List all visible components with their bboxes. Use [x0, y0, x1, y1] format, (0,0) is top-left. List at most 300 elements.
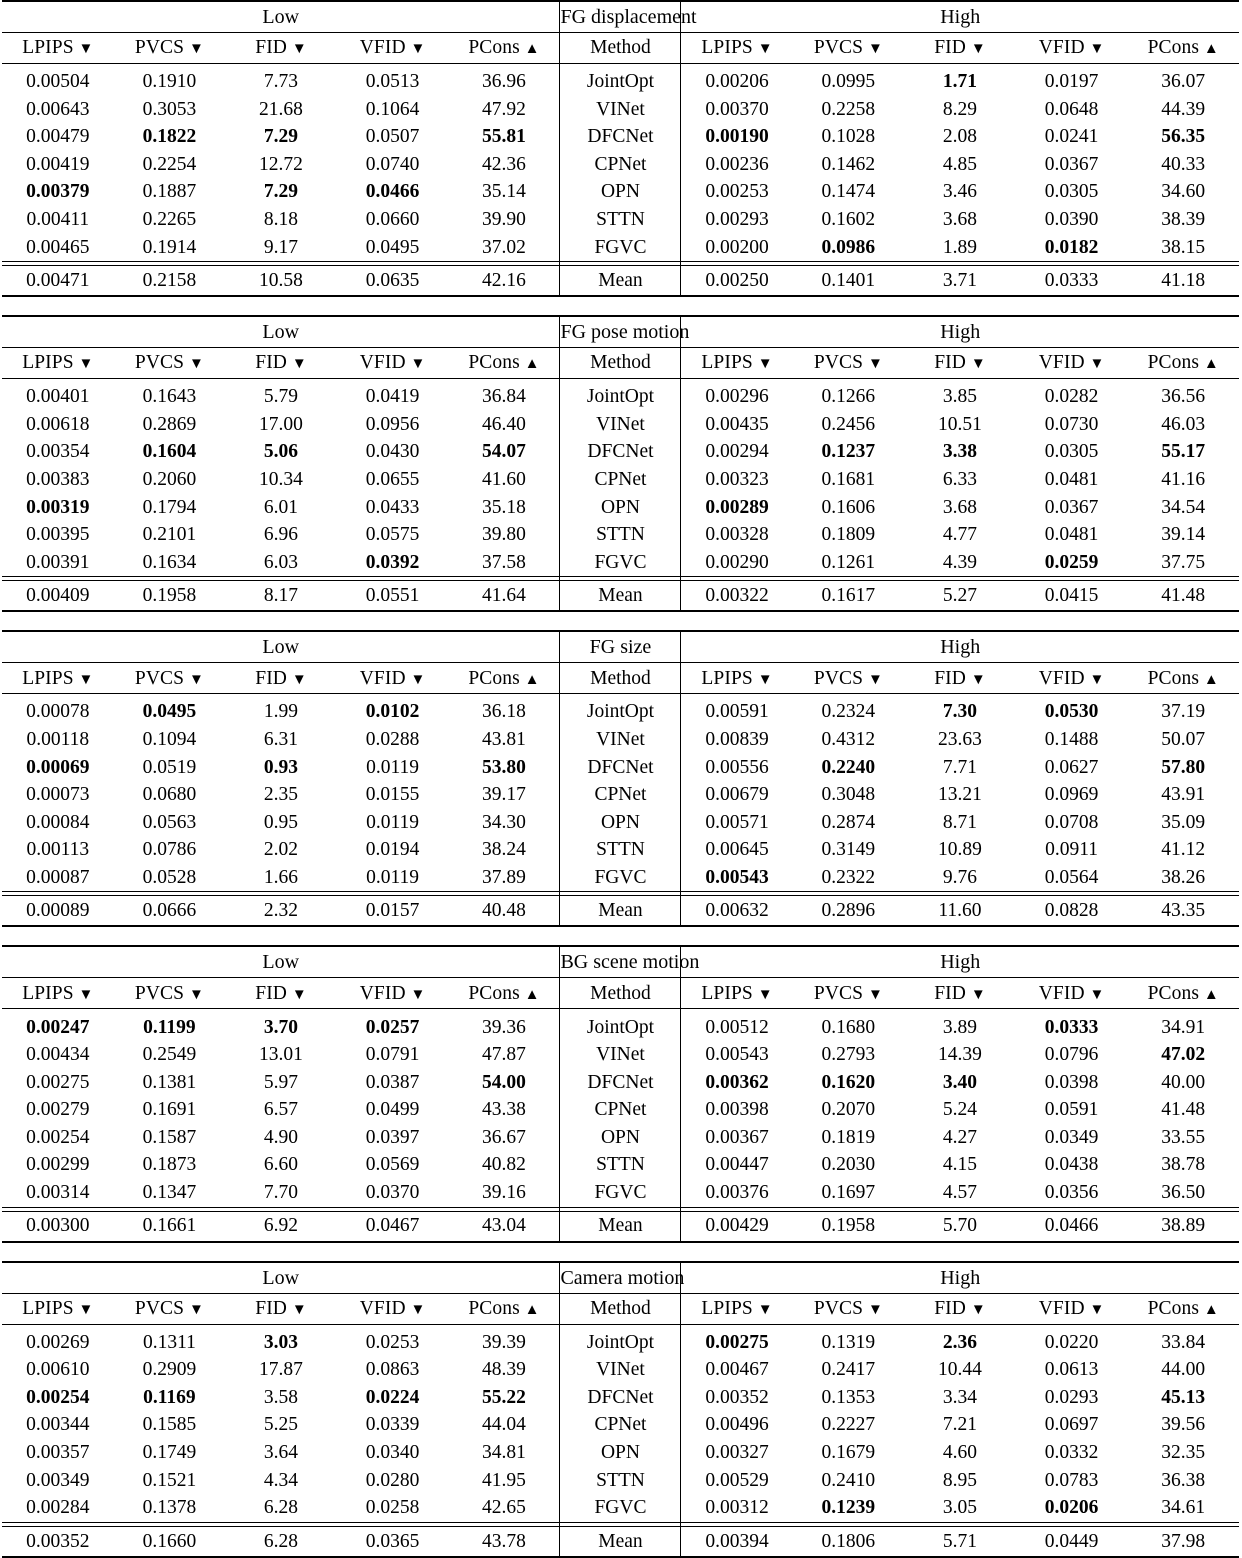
cell-low-pvcs: 0.1311 — [142, 1331, 196, 1353]
cell-high-vfid: 0.0332 — [1044, 1442, 1099, 1464]
cell-high-fid: 23.63 — [938, 728, 982, 750]
cell-low-vfid: 0.0340 — [365, 1442, 420, 1464]
table-bottom-rule — [2, 296, 1239, 297]
cell-low-lpips: 0.00254 — [26, 1386, 90, 1408]
cell-low-fid: 3.58 — [263, 1386, 299, 1408]
cell-high-pcons: 57.80 — [1161, 756, 1206, 778]
cell-low-pvcs: 0.1604 — [142, 441, 197, 463]
triangle-down-icon: ▼ — [970, 986, 986, 1003]
table-row — [2, 697, 1239, 726]
cell-high-lpips: 0.00679 — [705, 784, 769, 806]
cell-method: VINet — [560, 1356, 681, 1384]
cell-high-pvcs: 0.2324 — [821, 701, 876, 723]
column-header-low-pvcs — [114, 348, 226, 379]
table-row — [2, 809, 1239, 837]
cell-low-pcons: 42.16 — [448, 266, 560, 297]
cell-high-lpips: 0.00632 — [681, 896, 793, 927]
cell-method: VINet — [560, 726, 681, 754]
cell-method: FGVC — [560, 234, 681, 262]
group-label-low: Low — [2, 947, 560, 978]
column-header-label: PVCS — [134, 1297, 185, 1319]
cell-high-vfid: 0.0481 — [1044, 524, 1099, 546]
cell-high-lpips: 0.00429 — [681, 1211, 793, 1242]
column-header-method: Method — [560, 33, 681, 64]
column-header-label: PVCS — [813, 982, 864, 1004]
cell-low-fid: 7.70 — [263, 1182, 299, 1204]
cell-low-lpips: 0.00299 — [26, 1154, 90, 1176]
cell-high-vfid: 0.0282 — [1044, 386, 1099, 408]
table-row-mean — [2, 1526, 1239, 1557]
cell-low-fid: 4.34 — [263, 1469, 299, 1491]
cell-high-pcons: 37.98 — [1127, 1526, 1239, 1557]
cell-high-pcons: 50.07 — [1161, 728, 1206, 750]
cell-low-vfid: 0.0224 — [365, 1386, 420, 1408]
cell-high-vfid: 0.0333 — [1016, 266, 1128, 297]
cell-low-vfid: 0.0495 — [365, 236, 420, 258]
cell-low-lpips: 0.00471 — [2, 266, 114, 297]
cell-high-lpips: 0.00435 — [705, 413, 769, 435]
cell-low-lpips: 0.00504 — [26, 71, 90, 93]
column-header-low-pvcs — [114, 1293, 226, 1324]
triangle-down-icon: ▼ — [78, 356, 94, 373]
cell-low-pvcs: 0.0528 — [142, 866, 197, 888]
cell-high-pcons: 44.00 — [1161, 1359, 1206, 1381]
comparison-table — [2, 945, 1239, 1242]
cell-method: STTN — [560, 1151, 681, 1179]
cell-low-lpips: 0.00073 — [26, 784, 90, 806]
cell-high-pvcs: 0.2240 — [821, 756, 876, 778]
column-header-label: FID — [255, 1297, 287, 1319]
triangle-down-icon: ▼ — [410, 1301, 426, 1318]
cell-low-pvcs: 0.1910 — [142, 71, 197, 93]
column-header-label: LPIPS — [22, 667, 74, 689]
cell-low-vfid: 0.0660 — [365, 209, 420, 231]
column-header-label: PVCS — [813, 37, 864, 59]
column-header-high-pcons — [1127, 33, 1239, 64]
column-header-high-fid — [904, 1293, 1016, 1324]
cell-high-fid: 10.51 — [938, 413, 982, 435]
cell-high-fid: 8.71 — [942, 811, 978, 833]
triangle-down-icon: ▼ — [757, 986, 773, 1003]
column-header-label: PCons — [468, 37, 520, 59]
cell-high-vfid: 0.0356 — [1044, 1182, 1099, 1204]
cell-low-pvcs: 0.2265 — [142, 209, 197, 231]
cell-high-pvcs: 0.1602 — [821, 209, 876, 231]
cell-low-fid: 17.87 — [259, 1359, 303, 1381]
cell-low-lpips: 0.00354 — [26, 441, 90, 463]
triangle-down-icon: ▼ — [291, 41, 307, 58]
cell-high-vfid: 0.0197 — [1044, 71, 1099, 93]
column-header-label: VFID — [359, 352, 406, 374]
cell-low-fid: 9.17 — [263, 236, 299, 258]
cell-high-vfid: 0.0305 — [1044, 181, 1099, 203]
cell-low-lpips: 0.00344 — [26, 1414, 90, 1436]
cell-method: Mean — [560, 266, 681, 297]
table-row — [2, 1439, 1239, 1467]
cell-low-fid: 10.34 — [259, 468, 303, 490]
column-header-high-fid — [904, 978, 1016, 1009]
cell-high-pvcs: 0.1237 — [821, 441, 876, 463]
cell-method: DFCNet — [560, 123, 681, 151]
cell-method: JointOpt — [560, 67, 681, 96]
table-row — [2, 1411, 1239, 1439]
cell-low-fid: 0.95 — [263, 811, 299, 833]
cell-low-vfid: 0.0551 — [337, 581, 449, 612]
cell-high-fid: 4.77 — [942, 524, 978, 546]
cell-high-pvcs: 0.3048 — [821, 784, 876, 806]
table-row — [2, 1467, 1239, 1495]
triangle-up-icon: ▲ — [524, 1301, 540, 1318]
column-header-label: FID — [255, 982, 287, 1004]
cell-method: FGVC — [560, 864, 681, 892]
cell-high-fid: 10.44 — [938, 1359, 982, 1381]
cell-low-vfid: 0.0433 — [365, 496, 420, 518]
cell-high-pcons: 56.35 — [1161, 126, 1206, 148]
cell-low-lpips: 0.00069 — [26, 756, 90, 778]
cell-high-pvcs: 0.1353 — [821, 1386, 876, 1408]
group-label-low: Low — [2, 1263, 560, 1294]
triangle-up-icon: ▲ — [524, 986, 540, 1003]
cell-low-vfid: 0.0467 — [337, 1211, 449, 1242]
triangle-down-icon: ▼ — [1089, 356, 1105, 373]
cell-low-pcons: 37.02 — [481, 236, 526, 258]
cell-high-fid: 7.30 — [942, 701, 978, 723]
cell-low-pcons: 55.22 — [481, 1386, 526, 1408]
table-row — [2, 1124, 1239, 1152]
cell-high-pvcs: 0.1809 — [821, 524, 876, 546]
cell-low-lpips: 0.00395 — [26, 524, 90, 546]
column-header-label: VFID — [359, 667, 406, 689]
triangle-down-icon: ▼ — [757, 671, 773, 688]
cell-low-pcons: 41.95 — [481, 1469, 526, 1491]
cell-low-fid: 6.31 — [263, 728, 299, 750]
triangle-down-icon: ▼ — [757, 41, 773, 58]
cell-high-pcons: 35.09 — [1161, 811, 1206, 833]
column-header-label: PCons — [468, 352, 520, 374]
cell-low-lpips: 0.00084 — [26, 811, 90, 833]
table-title-row — [2, 632, 1239, 663]
table-title-row — [2, 317, 1239, 348]
results-table-5 — [2, 1261, 1239, 1558]
column-header-label: PVCS — [134, 982, 185, 1004]
cell-high-pcons: 41.12 — [1161, 839, 1206, 861]
cell-low-pcons: 36.84 — [481, 386, 526, 408]
cell-low-pvcs: 0.1378 — [142, 1497, 197, 1519]
column-header-low-vfid — [337, 663, 449, 694]
cell-low-lpips: 0.00610 — [26, 1359, 90, 1381]
table-title-row — [2, 947, 1239, 978]
triangle-up-icon: ▲ — [1203, 986, 1219, 1003]
cell-high-vfid: 0.0182 — [1044, 236, 1099, 258]
column-header-label: LPIPS — [701, 667, 753, 689]
cell-high-fid: 4.27 — [942, 1126, 978, 1148]
cell-low-lpips: 0.00352 — [2, 1526, 114, 1557]
column-header-label: VFID — [1038, 37, 1085, 59]
triangle-up-icon: ▲ — [1203, 41, 1219, 58]
cell-high-fid: 3.34 — [942, 1386, 978, 1408]
triangle-down-icon: ▼ — [410, 356, 426, 373]
cell-low-pvcs: 0.3053 — [142, 98, 197, 120]
cell-low-vfid: 0.0499 — [365, 1099, 420, 1121]
cell-low-vfid: 0.0119 — [366, 811, 420, 833]
cell-low-pcons: 35.18 — [481, 496, 526, 518]
triangle-down-icon: ▼ — [867, 671, 883, 688]
cell-high-pcons: 41.48 — [1161, 1099, 1206, 1121]
cell-low-vfid: 0.0155 — [365, 784, 420, 806]
cell-low-fid: 12.72 — [259, 153, 303, 175]
cell-low-fid: 10.58 — [225, 266, 337, 297]
cell-high-lpips: 0.00571 — [705, 811, 769, 833]
cell-method: OPN — [560, 178, 681, 206]
cell-high-lpips: 0.00556 — [705, 756, 769, 778]
column-header-label: FID — [934, 982, 966, 1004]
cell-low-lpips: 0.00314 — [26, 1182, 90, 1204]
table-header-row — [2, 33, 1239, 64]
cell-low-pvcs: 0.1958 — [114, 581, 226, 612]
table-row — [2, 1179, 1239, 1207]
column-header-label: VFID — [1038, 982, 1085, 1004]
cell-low-lpips: 0.00319 — [26, 496, 90, 518]
column-header-high-lpips — [681, 1293, 793, 1324]
cell-low-pvcs: 0.0563 — [142, 811, 197, 833]
cell-low-pcons: 44.04 — [481, 1414, 526, 1436]
column-header-high-fid — [904, 33, 1016, 64]
comparison-table — [2, 315, 1239, 612]
cell-low-vfid: 0.0569 — [365, 1154, 420, 1176]
cell-low-vfid: 0.0119 — [366, 756, 420, 778]
cell-high-fid: 4.57 — [942, 1182, 978, 1204]
triangle-down-icon: ▼ — [867, 41, 883, 58]
cell-method: JointOpt — [560, 697, 681, 726]
column-header-label: FID — [934, 37, 966, 59]
cell-high-lpips: 0.00447 — [705, 1154, 769, 1176]
column-header-label: LPIPS — [22, 37, 74, 59]
column-header-label: PVCS — [813, 352, 864, 374]
cell-low-pvcs: 0.2254 — [142, 153, 197, 175]
column-header-high-pvcs — [793, 348, 905, 379]
cell-high-lpips: 0.00543 — [705, 1044, 769, 1066]
cell-low-lpips: 0.00409 — [2, 581, 114, 612]
cell-high-fid: 2.08 — [942, 126, 978, 148]
cell-high-pvcs: 0.1474 — [821, 181, 876, 203]
cell-low-lpips: 0.00284 — [26, 1497, 90, 1519]
cell-high-pcons: 40.33 — [1161, 153, 1206, 175]
results-table-3 — [2, 630, 1239, 927]
table-row-mean — [2, 581, 1239, 612]
cell-high-vfid: 0.0367 — [1044, 496, 1099, 518]
column-header-low-lpips — [2, 348, 114, 379]
cell-low-pcons: 41.60 — [481, 468, 526, 490]
cell-low-pvcs: 0.2549 — [142, 1044, 197, 1066]
cell-high-lpips: 0.00293 — [705, 209, 769, 231]
cell-low-vfid: 0.0253 — [365, 1331, 420, 1353]
cell-high-lpips: 0.00467 — [705, 1359, 769, 1381]
cell-low-pcons: 34.30 — [481, 811, 526, 833]
triangle-down-icon: ▼ — [1089, 1301, 1105, 1318]
column-header-label: PVCS — [813, 1297, 864, 1319]
cell-low-pcons: 39.90 — [481, 209, 526, 231]
cell-high-lpips: 0.00290 — [705, 551, 769, 573]
table-row — [2, 726, 1239, 754]
cell-method: FGVC — [560, 549, 681, 577]
cell-high-vfid: 0.0783 — [1044, 1469, 1099, 1491]
cell-high-pvcs: 0.1266 — [821, 386, 876, 408]
cell-high-fid: 10.89 — [938, 839, 982, 861]
cell-low-lpips: 0.00618 — [26, 413, 90, 435]
cell-low-vfid: 0.0102 — [365, 701, 420, 723]
column-header-low-pvcs — [114, 663, 226, 694]
column-header-label: LPIPS — [22, 982, 74, 1004]
cell-high-pvcs: 0.2322 — [821, 866, 876, 888]
cell-low-vfid: 0.0419 — [365, 386, 420, 408]
cell-low-fid: 2.32 — [225, 896, 337, 927]
cell-high-lpips: 0.00529 — [705, 1469, 769, 1491]
column-header-label: PCons — [1147, 352, 1200, 374]
cell-method: DFCNet — [560, 438, 681, 466]
cell-high-vfid: 0.0796 — [1044, 1044, 1099, 1066]
cell-high-vfid: 0.0220 — [1044, 1331, 1099, 1353]
cell-high-lpips: 0.00190 — [705, 126, 769, 148]
column-header-label: PCons — [468, 1297, 520, 1319]
triangle-down-icon: ▼ — [970, 356, 986, 373]
cell-low-pvcs: 0.1094 — [142, 728, 197, 750]
column-header-label: FID — [255, 37, 287, 59]
column-header-high-vfid — [1016, 1293, 1128, 1324]
cell-high-fid: 3.85 — [942, 386, 978, 408]
cell-high-vfid: 0.0241 — [1044, 126, 1099, 148]
cell-high-fid: 3.71 — [904, 266, 1016, 297]
cell-high-pvcs: 0.2417 — [821, 1359, 876, 1381]
cell-high-vfid: 0.0466 — [1016, 1211, 1128, 1242]
cell-low-pcons: 48.39 — [481, 1359, 526, 1381]
cell-low-vfid: 0.0392 — [365, 551, 420, 573]
cell-high-pvcs: 0.2070 — [821, 1099, 876, 1121]
cell-high-fid: 5.24 — [942, 1099, 978, 1121]
cell-high-fid: 3.89 — [942, 1016, 978, 1038]
cell-low-fid: 2.35 — [263, 784, 299, 806]
cell-high-pcons: 36.56 — [1161, 386, 1206, 408]
results-table-2 — [2, 315, 1239, 612]
table-name: Camera motion — [560, 1263, 681, 1294]
cell-low-vfid: 0.0430 — [365, 441, 420, 463]
cell-low-pvcs: 0.2909 — [142, 1359, 197, 1381]
table-row — [2, 234, 1239, 262]
table-bottom-rule — [2, 1242, 1239, 1243]
column-header-label: VFID — [359, 37, 406, 59]
cell-method: CPNet — [560, 1096, 681, 1124]
cell-high-pcons: 36.50 — [1161, 1182, 1206, 1204]
cell-high-fid: 11.60 — [904, 896, 1016, 927]
column-header-low-pcons — [448, 663, 560, 694]
column-header-label: FID — [934, 667, 966, 689]
cell-low-pvcs: 0.1521 — [142, 1469, 197, 1491]
cell-low-pvcs: 0.1634 — [142, 551, 197, 573]
cell-method: STTN — [560, 206, 681, 234]
table-row — [2, 1096, 1239, 1124]
cell-high-fid: 5.71 — [904, 1526, 1016, 1557]
cell-low-pcons: 40.48 — [448, 896, 560, 927]
column-header-high-vfid — [1016, 348, 1128, 379]
results-table-1 — [2, 0, 1239, 297]
cell-high-pvcs: 0.1239 — [821, 1497, 876, 1519]
cell-high-pcons: 33.55 — [1161, 1126, 1206, 1148]
cell-low-pcons: 42.65 — [481, 1497, 526, 1519]
column-header-low-pcons — [448, 33, 560, 64]
cell-low-lpips: 0.00479 — [26, 126, 90, 148]
cell-low-vfid: 0.0258 — [365, 1497, 420, 1519]
cell-high-vfid: 0.0708 — [1044, 811, 1099, 833]
cell-low-pcons: 42.36 — [481, 153, 526, 175]
cell-high-vfid: 0.0730 — [1044, 413, 1099, 435]
column-header-low-lpips — [2, 978, 114, 1009]
column-header-label: LPIPS — [701, 352, 753, 374]
table-name: FG size — [560, 632, 681, 663]
cell-low-vfid: 0.0956 — [365, 413, 420, 435]
cell-low-pvcs: 0.1661 — [114, 1211, 226, 1242]
cell-low-pcons: 35.14 — [481, 181, 526, 203]
table-bottom-rule — [2, 611, 1239, 612]
cell-high-lpips: 0.00367 — [705, 1126, 769, 1148]
column-header-low-vfid — [337, 348, 449, 379]
column-header-high-fid — [904, 663, 1016, 694]
cell-high-vfid: 0.0398 — [1044, 1071, 1099, 1093]
cell-high-fid: 6.33 — [942, 468, 978, 490]
cell-low-fid: 21.68 — [259, 98, 303, 120]
cell-high-vfid: 0.0969 — [1044, 784, 1099, 806]
cell-high-pcons: 34.54 — [1161, 496, 1206, 518]
cell-high-pcons: 47.02 — [1161, 1044, 1206, 1066]
cell-high-pvcs: 0.1680 — [821, 1016, 876, 1038]
cell-high-lpips: 0.00376 — [705, 1182, 769, 1204]
triangle-down-icon: ▼ — [1089, 986, 1105, 1003]
cell-high-pcons: 36.07 — [1161, 71, 1206, 93]
column-header-high-fid — [904, 348, 1016, 379]
cell-low-pcons: 54.00 — [481, 1071, 526, 1093]
table-row-mean — [2, 896, 1239, 927]
cell-method: DFCNet — [560, 1069, 681, 1097]
comparison-table — [2, 630, 1239, 927]
cell-low-lpips: 0.00089 — [2, 896, 114, 927]
cell-low-lpips: 0.00300 — [2, 1211, 114, 1242]
cell-method: Mean — [560, 1526, 681, 1557]
group-label-high: High — [681, 1263, 1239, 1294]
triangle-down-icon: ▼ — [188, 986, 204, 1003]
cell-low-pvcs: 0.1585 — [142, 1414, 197, 1436]
cell-high-vfid: 0.0367 — [1044, 153, 1099, 175]
cell-high-pcons: 55.17 — [1161, 441, 1206, 463]
cell-high-pvcs: 0.2874 — [821, 811, 876, 833]
cell-high-lpips: 0.00322 — [681, 581, 793, 612]
cell-high-vfid: 0.0449 — [1016, 1526, 1128, 1557]
triangle-down-icon: ▼ — [188, 1301, 204, 1318]
table-row — [2, 836, 1239, 864]
cell-method: JointOpt — [560, 1328, 681, 1357]
cell-method: STTN — [560, 836, 681, 864]
cell-low-pcons: 41.64 — [448, 581, 560, 612]
cell-low-fid: 8.18 — [263, 209, 299, 231]
cell-low-lpips: 0.00078 — [26, 701, 90, 723]
column-header-high-lpips — [681, 663, 793, 694]
column-header-high-pcons — [1127, 663, 1239, 694]
cell-high-fid: 4.39 — [942, 551, 978, 573]
cell-low-vfid: 0.0397 — [365, 1126, 420, 1148]
column-header-low-lpips — [2, 663, 114, 694]
cell-low-lpips: 0.00247 — [26, 1016, 90, 1038]
cell-high-pvcs: 0.3149 — [821, 839, 876, 861]
column-header-label: PCons — [1147, 667, 1200, 689]
column-header-label: VFID — [1038, 667, 1085, 689]
cell-method: Mean — [560, 896, 681, 927]
